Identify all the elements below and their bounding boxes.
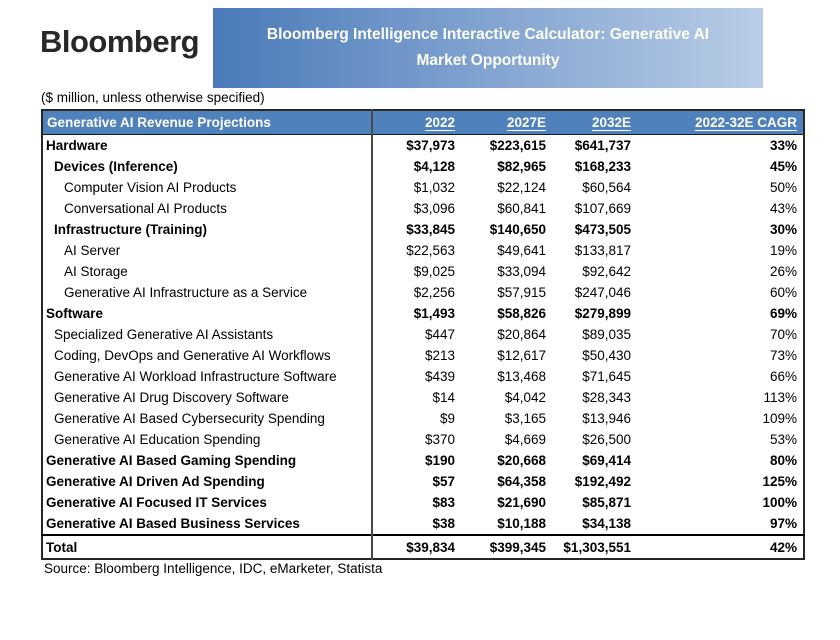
value-cell-cagr: 66%	[769, 369, 797, 384]
value-cell-2032e: $279,899	[574, 306, 631, 321]
table-row	[42, 177, 804, 198]
table-row	[42, 450, 804, 471]
value-cell-2032e: $85,871	[582, 495, 631, 510]
value-cell-cagr: 73%	[769, 348, 797, 363]
row-label-cell: Generative AI Based Business Services	[42, 513, 372, 535]
table-row	[42, 324, 804, 345]
value-cell-2027e: $49,641	[497, 243, 546, 258]
row-label-cell: Generative AI Based Gaming Spending	[42, 450, 372, 471]
column-header-label: Generative AI Revenue Projections	[42, 110, 372, 135]
value-cell-2027e: $21,690	[497, 495, 546, 510]
total-value-2032e: $1,303,551	[549, 535, 634, 559]
value-cell-2022: $370	[424, 432, 455, 447]
table-row	[42, 492, 804, 513]
value-cell-2032e: $168,233	[574, 159, 631, 174]
value-cell-2022: $83	[432, 495, 455, 510]
value-cell-cagr: 45%	[769, 159, 797, 174]
value-cell-2032e: $28,343	[582, 390, 631, 405]
value-cell-cagr: 113%	[763, 390, 797, 405]
value-cell-2032e: $107,669	[574, 201, 631, 216]
value-cell-2032e: $60,564	[582, 180, 631, 195]
title-banner	[213, 8, 763, 88]
total-label-cell: Total	[42, 535, 372, 559]
value-cell-2022: $190	[424, 453, 455, 468]
value-cell-cagr: 60%	[769, 285, 797, 300]
source-note: Source: Bloomberg Intelligence, IDC, eMarketer, Statista	[44, 561, 383, 576]
value-cell-2022: $3,096	[413, 201, 455, 216]
value-cell-2027e: $4,669	[504, 432, 546, 447]
value-cell-2027e: $20,864	[497, 327, 546, 342]
table-header-row	[42, 110, 804, 135]
value-cell-cagr: 125%	[762, 474, 797, 489]
value-cell-2022: $38	[432, 516, 455, 531]
value-cell-2022: $1,032	[413, 180, 455, 195]
column-header-2027e: 2027E	[458, 110, 549, 135]
row-label-cell: AI Storage	[42, 261, 372, 282]
value-cell-2032e: $50,430	[582, 348, 631, 363]
row-label-cell: Generative AI Infrastructure as a Service	[42, 282, 372, 303]
value-cell-2032e: $69,414	[582, 453, 631, 468]
value-cell-cagr: 33%	[769, 138, 797, 153]
column-header-2032e: 2032E	[549, 110, 634, 135]
row-label-cell: Computer Vision AI Products	[42, 177, 372, 198]
value-cell-2032e: $92,642	[582, 264, 631, 279]
value-cell-2022: $14	[432, 390, 455, 405]
row-label-cell: Infrastructure (Training)	[42, 219, 372, 240]
value-cell-2022: $9,025	[413, 264, 455, 279]
row-label-cell: Specialized Generative AI Assistants	[42, 324, 372, 345]
value-cell-2032e: $641,737	[574, 138, 631, 153]
table-row	[42, 198, 804, 219]
value-cell-2032e: $89,035	[582, 327, 631, 342]
value-cell-2027e: $60,841	[497, 201, 546, 216]
row-label-cell: Coding, DevOps and Generative AI Workflows	[42, 345, 372, 366]
unit-note: ($ million, unless otherwise specified)	[41, 90, 265, 105]
value-cell-2022: $9	[439, 411, 455, 426]
value-cell-cagr: 69%	[769, 306, 797, 321]
value-cell-2027e: $3,165	[504, 411, 546, 426]
value-cell-2027e: $22,124	[497, 180, 546, 195]
table-row	[42, 282, 804, 303]
row-label-cell: AI Server	[42, 240, 372, 261]
table-row	[42, 303, 804, 324]
table-row	[42, 429, 804, 450]
value-cell-2022: $2,256	[413, 285, 455, 300]
table-row	[42, 156, 804, 177]
total-row	[42, 535, 804, 559]
value-cell-2022: $447	[424, 327, 455, 342]
total-value-cagr: 42%	[634, 535, 804, 559]
table-row	[42, 471, 804, 492]
value-cell-2027e: $64,358	[497, 474, 546, 489]
row-label-cell: Hardware	[42, 135, 372, 157]
value-cell-2027e: $20,668	[497, 453, 546, 468]
row-label-cell: Conversational AI Products	[42, 198, 372, 219]
total-value-2022: $39,834	[372, 535, 458, 559]
row-label-cell: Generative AI Education Spending	[42, 429, 372, 450]
row-label-cell: Software	[42, 303, 372, 324]
value-cell-2032e: $34,138	[582, 516, 631, 531]
total-value-2027e: $399,345	[458, 535, 549, 559]
value-cell-2032e: $192,492	[574, 474, 631, 489]
projections-table	[41, 109, 805, 560]
column-header-2022: 2022	[372, 110, 458, 135]
value-cell-2032e: $13,946	[582, 411, 631, 426]
value-cell-cagr: 43%	[769, 201, 797, 216]
value-cell-cagr: 100%	[762, 495, 797, 510]
table-row	[42, 261, 804, 282]
row-label-cell: Generative AI Focused IT Services	[42, 492, 372, 513]
table-row	[42, 135, 804, 157]
value-cell-2027e: $58,826	[497, 306, 546, 321]
row-label-cell: Generative AI Workload Infrastructure Software	[42, 366, 372, 387]
value-cell-cagr: 26%	[769, 264, 797, 279]
table-row	[42, 387, 804, 408]
value-cell-2032e: $247,046	[574, 285, 631, 300]
value-cell-cagr: 70%	[769, 327, 797, 342]
value-cell-2027e: $12,617	[497, 348, 546, 363]
table-row	[42, 366, 804, 387]
value-cell-2022: $33,845	[406, 222, 455, 237]
value-cell-2032e: $473,505	[574, 222, 631, 237]
value-cell-2027e: $4,042	[504, 390, 546, 405]
value-cell-2022: $37,973	[406, 138, 455, 153]
value-cell-cagr: 97%	[769, 516, 797, 531]
banner-title-text: Bloomberg Intelligence Interactive Calculator: Generative AI Market Opportunity	[266, 26, 710, 69]
value-cell-2022: $439	[424, 369, 455, 384]
value-cell-2032e: $133,817	[574, 243, 631, 258]
row-label-cell: Generative AI Driven Ad Spending	[42, 471, 372, 492]
value-cell-2027e: $140,650	[489, 222, 546, 237]
value-cell-cagr: 50%	[769, 180, 797, 195]
table-row	[42, 408, 804, 429]
value-cell-cagr: 19%	[769, 243, 797, 258]
value-cell-2027e: $57,915	[497, 285, 546, 300]
value-cell-2027e: $13,468	[497, 369, 546, 384]
value-cell-2027e: $223,615	[489, 138, 546, 153]
column-header-cagr: 2022-32E CAGR	[634, 110, 804, 135]
row-label-cell: Generative AI Drug Discovery Software	[42, 387, 372, 408]
value-cell-2022: $22,563	[406, 243, 455, 258]
bloomberg-logo: Bloomberg	[40, 24, 200, 59]
value-cell-cagr: 30%	[769, 222, 797, 237]
row-label-cell: Generative AI Based Cybersecurity Spending	[42, 408, 372, 429]
value-cell-2022: $57	[432, 474, 455, 489]
value-cell-2032e: $26,500	[582, 432, 631, 447]
value-cell-2032e: $71,645	[582, 369, 631, 384]
value-cell-2027e: $82,965	[497, 159, 546, 174]
value-cell-cagr: 109%	[762, 411, 797, 426]
value-cell-cagr: 53%	[769, 432, 797, 447]
row-label-cell: Devices (Inference)	[42, 156, 372, 177]
value-cell-cagr: 80%	[769, 453, 797, 468]
table-row	[42, 345, 804, 366]
value-cell-2022: $213	[424, 348, 455, 363]
table-row	[42, 513, 804, 535]
table-row	[42, 240, 804, 261]
value-cell-2027e: $10,188	[497, 516, 546, 531]
value-cell-2022: $1,493	[413, 306, 455, 321]
table-body	[42, 135, 804, 536]
value-cell-2022: $4,128	[413, 159, 455, 174]
value-cell-2027e: $33,094	[497, 264, 546, 279]
table-row	[42, 219, 804, 240]
